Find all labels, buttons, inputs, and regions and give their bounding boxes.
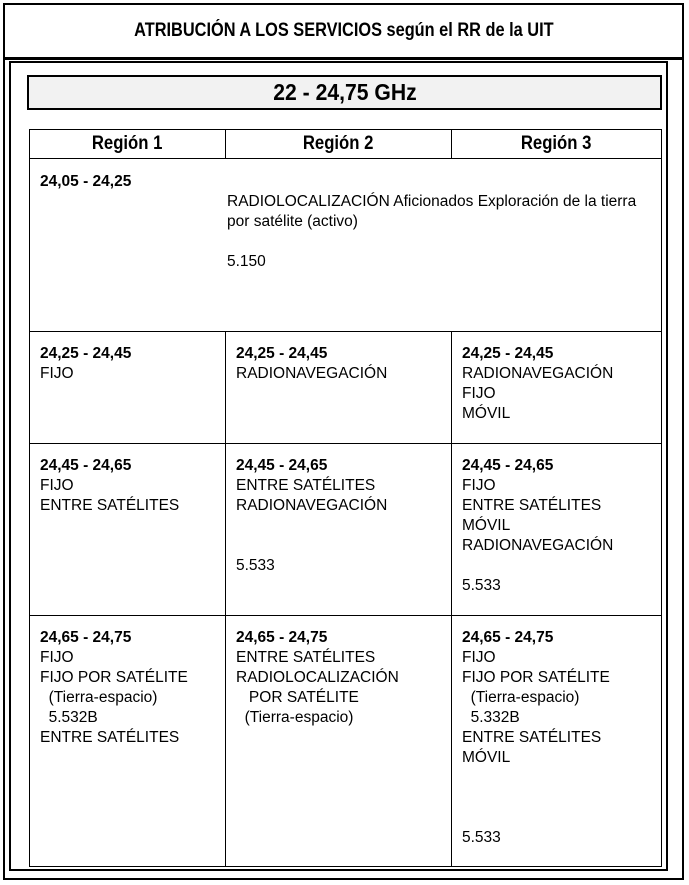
service-line: FIJO: [462, 649, 496, 666]
spacer-line: [236, 536, 451, 556]
service-line: RADIONAVEGACIÓN: [236, 497, 388, 514]
service-line: RADIONAVEGACIÓN: [462, 365, 614, 382]
spacer-line: [462, 768, 661, 788]
service-line: ENTRE SATÉLITES: [40, 497, 180, 514]
service-line: ENTRE SATÉLITES: [40, 729, 180, 746]
band-range: 24,05 - 24,25: [40, 173, 132, 190]
table-row: [30, 616, 662, 867]
service-line: RADIONAVEGACIÓN: [236, 365, 388, 382]
region-3-cell: [452, 332, 662, 444]
region-1-cell: [30, 332, 226, 444]
service-line: RADIONAVEGACIÓN: [462, 537, 614, 554]
service-line: (Tierra-espacio): [40, 689, 158, 706]
region-1-label: Región 1: [92, 133, 163, 154]
region-3-label: Región 3: [521, 133, 592, 154]
band-range: 24,65 - 24,75: [236, 629, 328, 646]
service-line: POR SATÉLITE: [236, 689, 359, 706]
table-row: [30, 159, 662, 332]
service-line: FIJO: [462, 385, 496, 402]
frequency-band-label: 22 - 24,75 GHz: [272, 79, 417, 105]
service-line: ENTRE SATÉLITES: [236, 649, 376, 666]
region-2-cell: [226, 616, 452, 867]
allocation-table: [29, 129, 662, 867]
frequency-band-banner: [27, 75, 662, 110]
table-row: [30, 332, 662, 444]
band-range: 24,45 - 24,65: [236, 457, 328, 474]
band-range: 24,65 - 24,75: [462, 629, 554, 646]
band-range: 24,45 - 24,65: [462, 457, 554, 474]
service-line: FIJO POR SATÉLITE: [462, 669, 610, 686]
region-1-cell: [30, 444, 226, 616]
region-1-cell: [30, 616, 226, 867]
service-line: (Tierra-espacio): [462, 689, 580, 706]
band-range: 24,65 - 24,75: [40, 629, 132, 646]
page-title-text: ATRIBUCIÓN A LOS SERVICIOS según el RR de la UIT: [133, 20, 554, 41]
band-range: 24,25 - 24,45: [462, 345, 554, 362]
service-line: FIJO: [40, 649, 74, 666]
band-range: 24,45 - 24,65: [40, 457, 132, 474]
service-line: MÓVIL: [462, 405, 511, 422]
service-line: MÓVIL: [462, 517, 511, 534]
service-line: MÓVIL: [462, 749, 511, 766]
merged-allocation-cell: [30, 159, 662, 332]
service-line: 5.532B: [40, 709, 98, 726]
service-line: FIJO: [40, 365, 74, 382]
merged-services: [227, 192, 661, 272]
service-line: ENTRE SATÉLITES: [236, 477, 376, 494]
service-line: FIJO: [462, 477, 496, 494]
region-2-cell: [226, 444, 452, 616]
spacer-line: [462, 556, 661, 576]
service-line: FIJO POR SATÉLITE: [40, 669, 188, 686]
spacer-line: [462, 788, 661, 808]
region-2-label: Región 2: [303, 133, 374, 154]
region-2-cell: [226, 332, 452, 444]
spacer-line: [462, 808, 661, 828]
service-line: 5.533: [236, 557, 275, 574]
service-line: RADIOLOCALIZACIÓN: [227, 193, 390, 210]
table-row: [30, 444, 662, 616]
service-line: ENTRE SATÉLITES: [462, 729, 602, 746]
page-title: [5, 5, 682, 60]
band-range: 24,25 - 24,45: [236, 345, 328, 362]
service-line: 5.332B: [462, 709, 520, 726]
spacer-line: [236, 516, 451, 536]
service-line: ENTRE SATÉLITES: [462, 497, 602, 514]
footnote-ref: 5.150: [227, 253, 266, 270]
service-line: RADIOLOCALIZACIÓN: [236, 669, 399, 686]
service-line: Exploración de la tierra por satélite (activo): [227, 193, 637, 230]
region-2-header: [226, 130, 452, 159]
band-range: 24,25 - 24,45: [40, 345, 132, 362]
service-line: FIJO: [40, 477, 74, 494]
service-line: 5.533: [462, 577, 501, 594]
region-1-header: [30, 130, 226, 159]
service-line: (Tierra-espacio): [236, 709, 354, 726]
region-3-cell: [452, 616, 662, 867]
service-line: 5.533: [462, 829, 501, 846]
region-3-cell: [452, 444, 662, 616]
service-line: Aficionados: [393, 193, 474, 210]
spacer-line: [227, 232, 661, 252]
region-header-row: [30, 130, 662, 159]
region-3-header: [452, 130, 662, 159]
